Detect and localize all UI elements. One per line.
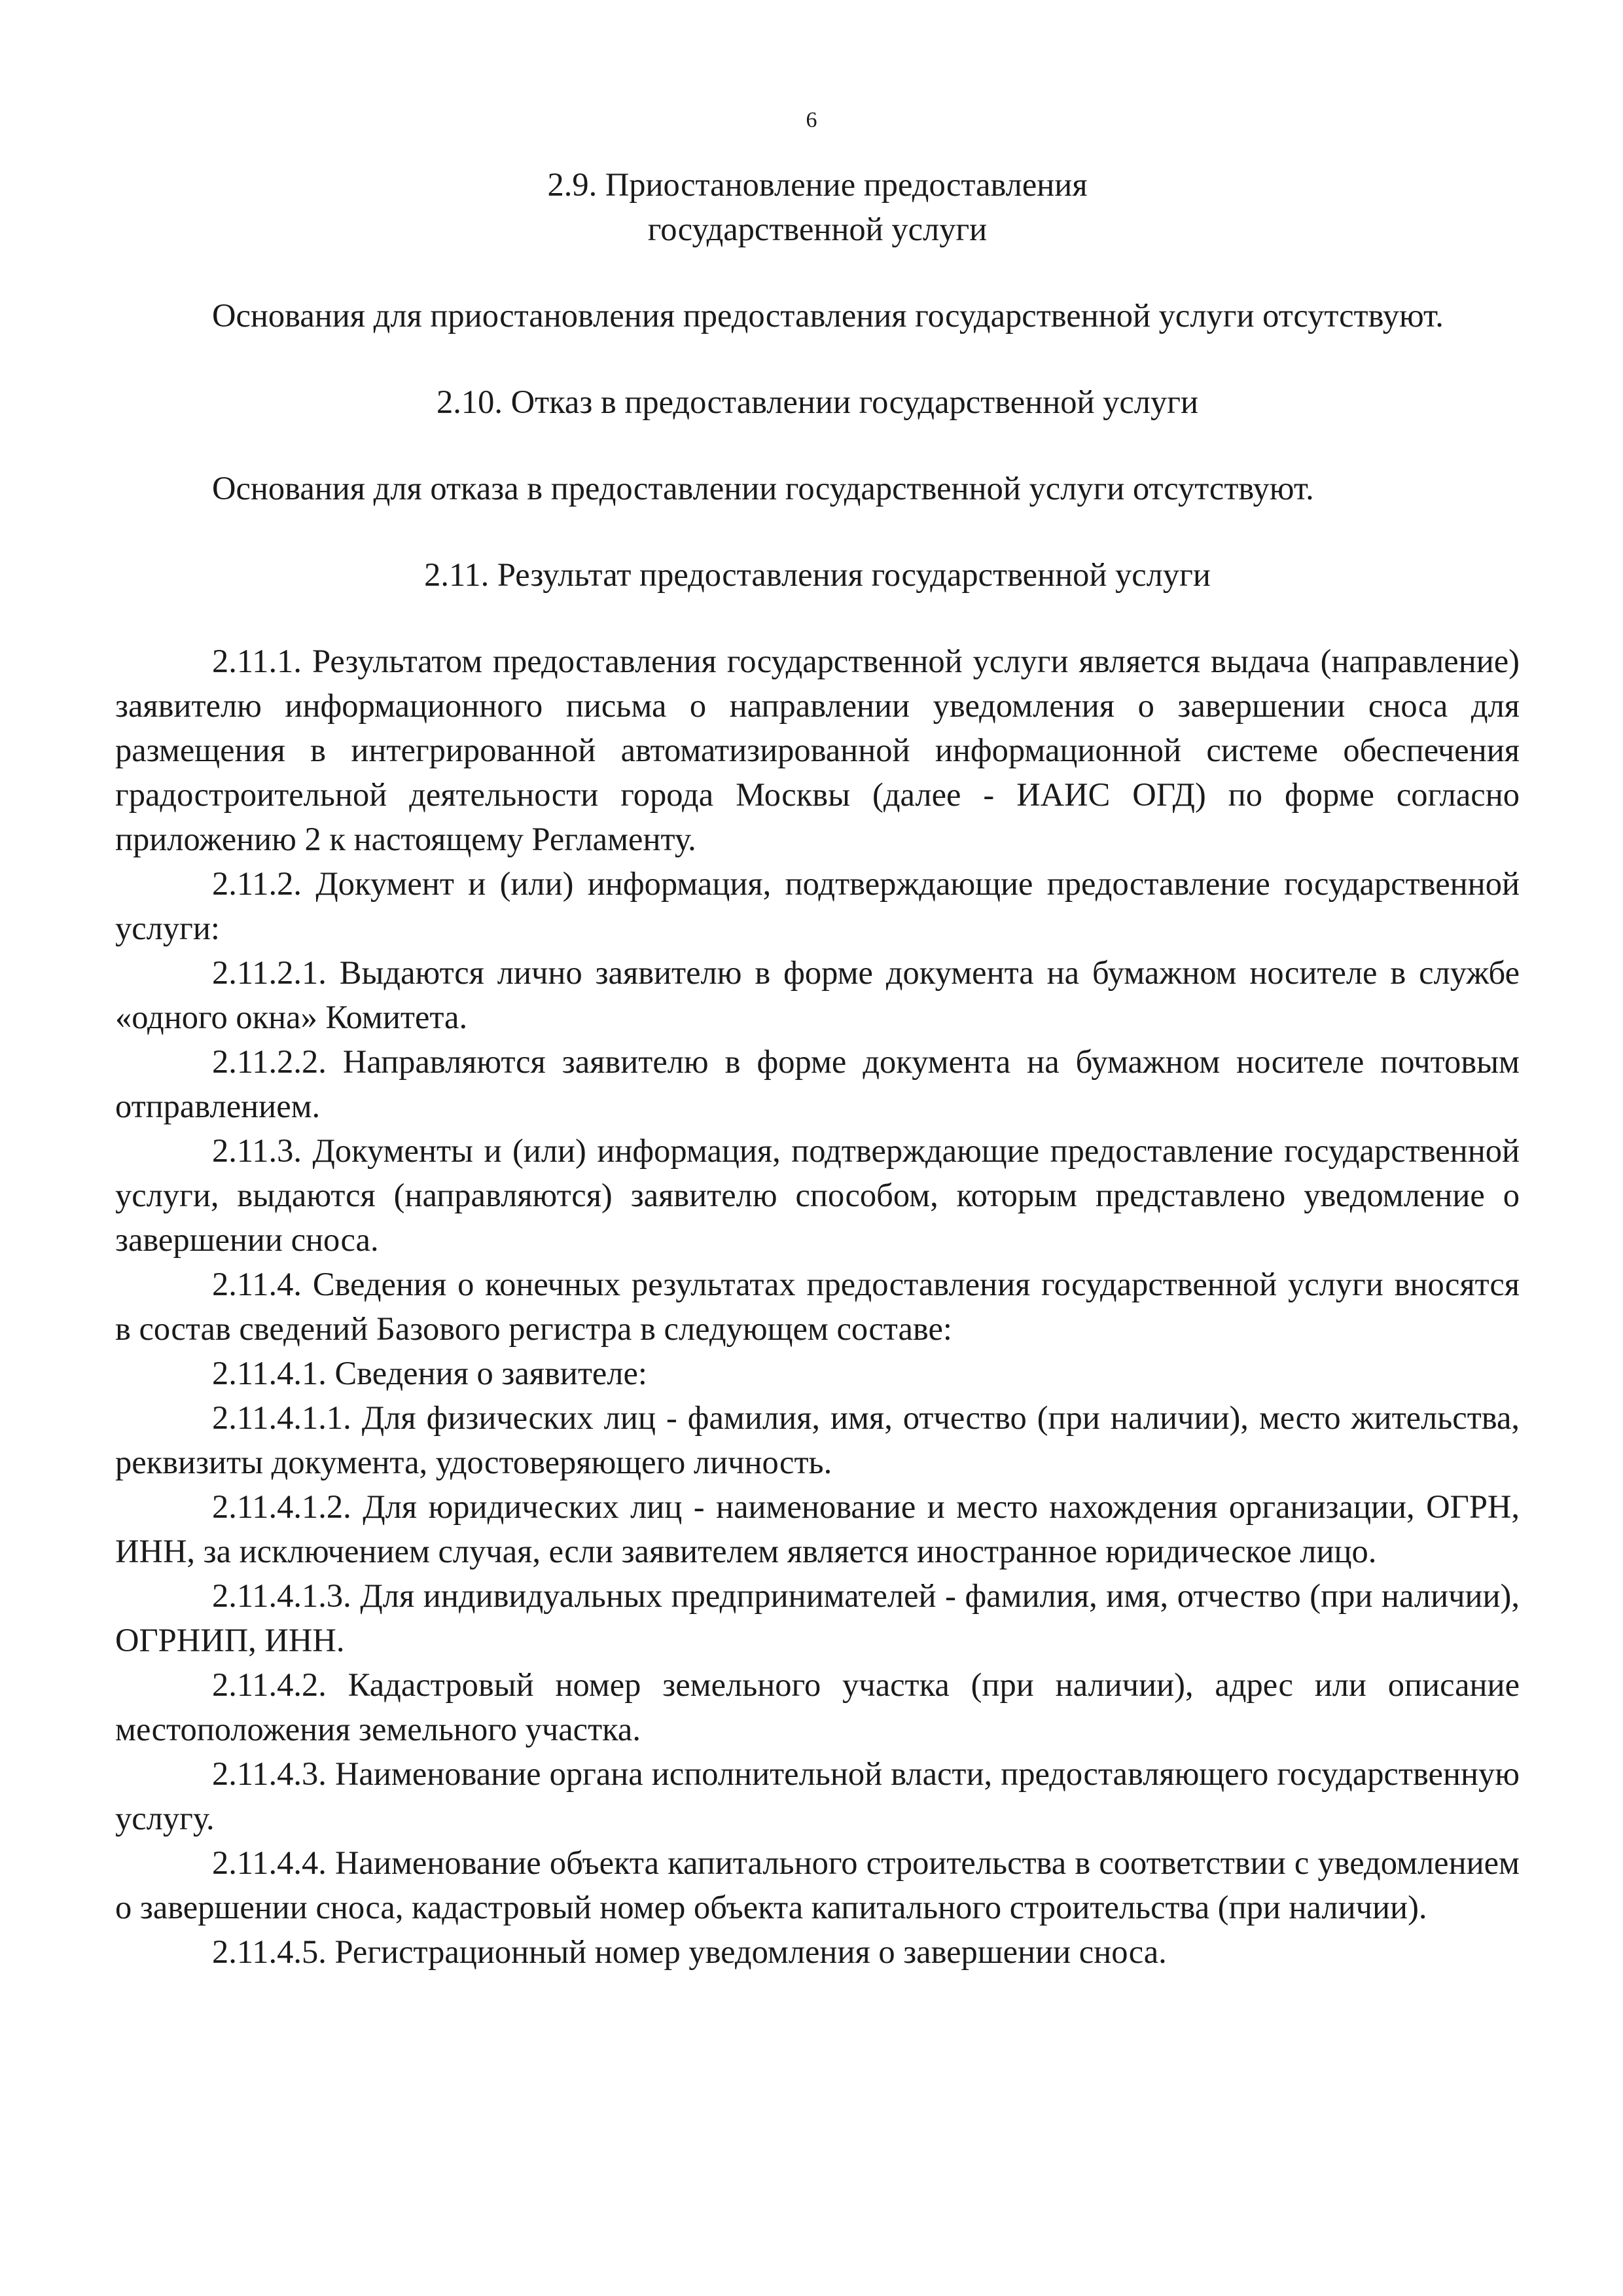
paragraph-2-11-2-2: 2.11.2.2. Направляются заявителю в форме документа на бумажном носителе почтовым отправлением.	[115, 1043, 1520, 1124]
paragraph-2-11-4-4: 2.11.4.4. Наименование объекта капитального строительства в соответствии с уведомлением о завершении сноса, кадастровый номер объекта капитального строительства (при наличии).	[115, 1844, 1520, 1926]
paragraph-2-11-3: 2.11.3. Документы и (или) информация, подтверждающие предоставление государственной услуги, выдаются (направляются) заявителю способом, которым представлено уведомление о завершении сноса.	[115, 1132, 1520, 1258]
section-heading-2-11	[115, 552, 1520, 597]
heading-line: 2.11. Результат предоставления государственной услуги	[424, 556, 1211, 593]
paragraph-2-11-2: 2.11.2. Документ и (или) информация, подтверждающие предоставление государственной услуги:	[115, 865, 1520, 946]
paragraph-2-11-4-1: 2.11.4.1. Сведения о заявителе:	[212, 1355, 647, 1391]
paragraph-2-11-4-2: 2.11.4.2. Кадастровый номер земельного участка (при наличии), адрес или описание местоположения земельного участка.	[115, 1666, 1520, 1748]
paragraph-2-11-4: 2.11.4. Сведения о конечных результатах предоставления государственной услуги вносятся в состав сведений Базового регистра в следующем составе:	[115, 1266, 1520, 1347]
paragraph-2-11-4-1-1: 2.11.4.1.1. Для физических лиц - фамилия, имя, отчество (при наличии), место жительства, реквизиты документа, удостоверяющего личность.	[115, 1399, 1520, 1480]
paragraph: Основания для приостановления предоставления государственной услуги отсутствуют.	[212, 297, 1444, 334]
paragraph-2-11-2-1: 2.11.2.1. Выдаются лично заявителю в форме документа на бумажном носителе в службе «одного окна» Комитета.	[115, 954, 1520, 1035]
paragraph-2-11-1: 2.11.1. Результатом предоставления государственной услуги является выдача (направление) заявителю информационного письма о направлении уведомления о завершении сноса для размещения в интегрированной автоматизированной информационной системе обеспечения градостроительной деятельности города Москвы (далее - ИАИС ОГД) по форме согласно приложению 2 к настоящему Регламенту.	[115, 643, 1520, 857]
paragraph-2-11-4-1-2: 2.11.4.1.2. Для юридических лиц - наименование и место нахождения организации, ОГРН, ИНН, за исключением случая, если заявителем является иностранное юридическое лицо.	[115, 1488, 1520, 1570]
section-heading-2-10	[115, 380, 1520, 424]
section-heading-2-9	[115, 162, 1520, 251]
document-body	[115, 162, 1520, 1974]
paragraph-2-11-4-3: 2.11.4.3. Наименование органа исполнительной власти, предоставляющего государственную услугу.	[115, 1755, 1520, 1837]
heading-line: 2.10. Отказ в предоставлении государственной услуги	[436, 384, 1198, 420]
paragraph-2-11-4-1-3: 2.11.4.1.3. Для индивидуальных предпринимателей - фамилия, имя, отчество (при наличии), ОГРНИП, ИНН.	[115, 1577, 1520, 1659]
paragraph-2-11-4-5: 2.11.4.5. Регистрационный номер уведомления о завершении сноса.	[212, 1933, 1167, 1970]
page-number: 6	[806, 108, 817, 132]
paragraph: Основания для отказа в предоставлении государственной услуги отсутствуют.	[212, 470, 1314, 507]
heading-line: 2.9. Приостановление предоставления	[547, 166, 1088, 203]
heading-line: государственной услуги	[647, 211, 988, 247]
